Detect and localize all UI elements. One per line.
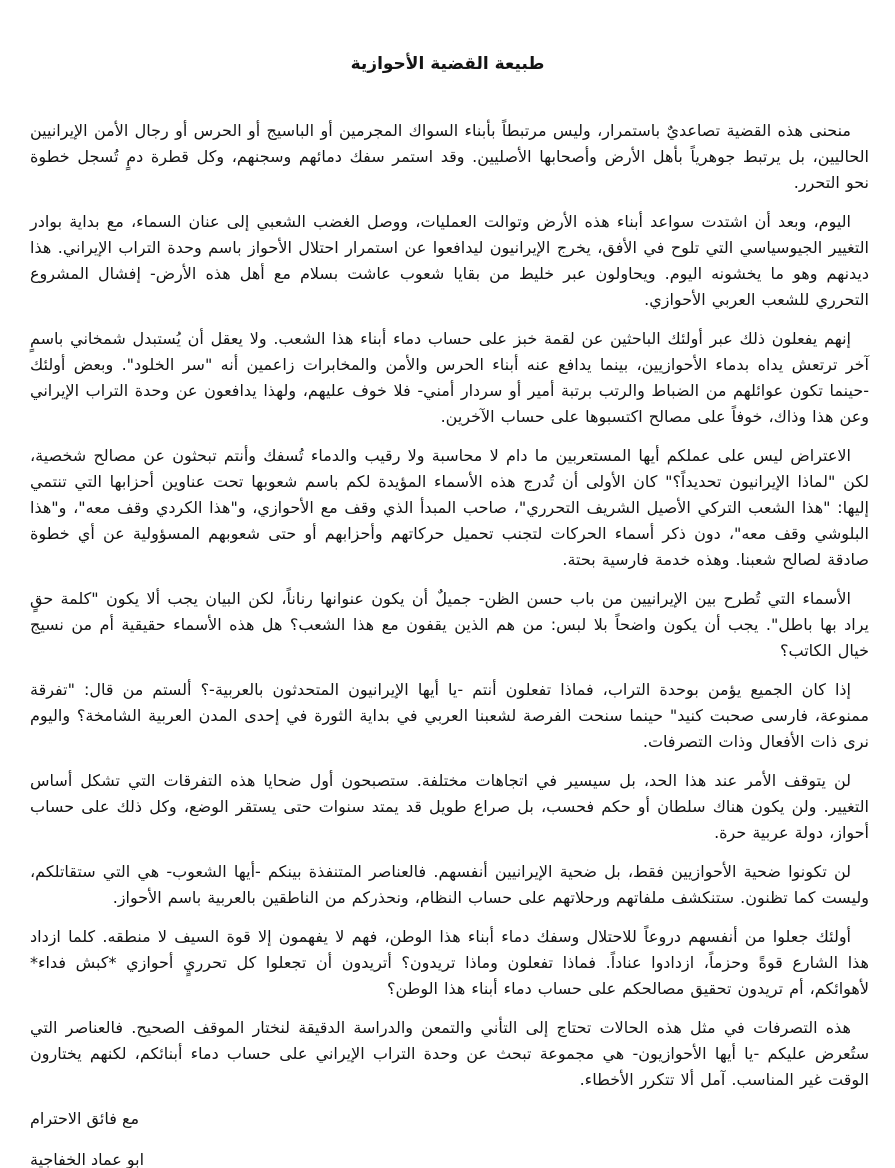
- paragraph-3: إنهم يفعلون ذلك عبر أولئك الباحثين عن لقمة خبز على حساب دماء أبناء هذا الشعب. ولا يعقل أن يُستبدل شمخاني باسمٍ آخر ترتعش يداه بدماء الأحوازيين، بينما يدافع عنه أبناء الحرس والأمن والمخابرات زاعمين أنه "سر الخلود". وبعض أولئك -حينما تكون عوائلهم من الضباط والرتب برتبة أمير أو سردار أمني- فلا خوف عليهم، ولهذا يدافعون عن وحدة التراب الإيراني وعن هذا وذاك، خوفاً على مصالح اكتسبوها على حساب الآخرين.: [30, 329, 869, 426]
- paragraph-2: اليوم، وبعد أن اشتدت سواعد أبناء هذه الأرض وتوالت العمليات، ووصل الغضب الشعبي إلى عنان السماء، مع بداية بوادر التغيير الجيوسياسي التي تلوح في الأفق، يخرج الإيرانيون ليدافعوا عن استمرار احتلال الأحواز باسم وحدة التراب الإيراني. هذا ديدنهم وهو ما يخشونه اليوم. ويحاولون عبر خليط من بقايا شعوب عاشت بسلام مع أهل هذه الأرض- إفشال المشروع التحرري للشعب العربي الأحوازي.: [30, 212, 869, 309]
- document-title: طبيعة القضية الأحوازية: [350, 54, 545, 74]
- paragraph-10: هذه التصرفات في مثل هذه الحالات تحتاج إلى التأني والتمعن والدراسة الدقيقة لنختار الموقف الصحيح. فالعناصر التي ستُعرض عليكم -يا أيها الأحوازيون- هي مجموعة تبحث عن وحدة التراب الإيراني على حساب دماء أبنائكم، لكنهم يختارون الوقت غير المناسب. آمل ألا تتكرر الأخطاء.: [30, 1018, 869, 1089]
- paragraph-9: أولئك جعلوا من أنفسهم دروعاً للاحتلال وسفك دماء أبناء هذا الوطن، فهم لا يفهمون إلا قوة السيف لا منطقه. كلما ازداد هذا الشارع قوةً وحزماً، ازدادوا عناداً. فماذا تفعلون وماذا تريدون؟ أتريدون أن تجعلوا كل تحرريٍ أحوازي *كبش فداء* لأهوائكم، أم تريدون تحقيق مصالحكم على حساب دماء أبناء هذا الوطن؟: [30, 927, 869, 998]
- paragraph-7: لن يتوقف الأمر عند هذا الحد، بل سيسير في اتجاهات مختلفة. ستصبحون أول ضحايا هذه التفرقات التي تشكل أساس التغيير. ولن يكون هناك سلطان أو حكم فحسب، بل صراع طويل قد يمتد سنوات حتى يستقر الوضع، وكل ذلك على حساب أحواز، دولة عربية حرة.: [30, 771, 869, 842]
- paragraph-5: الأسماء التي تُطرح بين الإيرانيين من باب حسن الظن- جميلٌ أن يكون عنوانها رناناً، لكن البيان يجب ألا يكون "كلمة حقٍ يراد بها باطل". يجب أن يكون واضحاً بلا لبس: من هم الذين يقفون مع هذا الشعب؟ هل هذه الأسماء حقيقية أم من نسيج خيال الكاتب؟: [30, 589, 869, 660]
- signature: ابو عماد الخفاجية: [30, 1150, 145, 1168]
- closing-salutation: مع فائق الاحترام: [30, 1109, 140, 1128]
- paragraph-6: إذا كان الجميع يؤمن بوحدة التراب، فماذا تفعلون أنتم -يا أيها الإيرانيون المتحدثون بالعربية-؟ ألستم من قال: "تفرقة ممنوعة، فارسى صحبت كنيد" حينما سنحت الفرصة لشعبنا العربي في بداية الثورة في إحدى المدن العربية الشامخة؟ واليوم نرى ذات الأفعال وذات التصرفات.: [30, 680, 869, 751]
- paragraph-1: منحنى هذه القضية تصاعديٌ باستمرار، وليس مرتبطاً بأبناء السواك المجرمين أو الباسيج أو الحرس أو رجال الأمن الإيرانيين الحاليين، بل يرتبط جوهرياً بأهل الأرض وأصحابها الأصليين. وقد استمر سفك دمائهم وسجنهم، وكل قطرة دمٍ تُسجل خطوة نحو التحرر.: [30, 121, 869, 192]
- paragraph-8: لن تكونوا ضحية الأحوازيين فقط، بل ضحية الإيرانيين أنفسهم. فالعناصر المتنفذة بينكم -أيها الشعوب- هي التي ستقاتلكم، وليست كما تظنون. ستنكشف ملفاتهم ورحلاتهم على حساب النظام، ونحذركم من الناطقين بالعربية باسم الأحواز.: [30, 862, 869, 907]
- paragraph-4: الاعتراض ليس على عملكم أيها المستعربين ما دام لا محاسبة ولا رقيب والدماء تُسفك وأنتم تبحثون عن مصالح شخصية، لكن "لماذا الإيرانيون تحديداً؟" كان الأولى أن تُدرج هذه الأسماء المؤيدة لكم باسم شعوبها تحت عناوين أحزابها التي تنتمي إليها: "هذا الشعب التركي الأصيل الشريف التحرري"، صاحب المبدأ الذي وقف مع الأحوازي، و"هذا الكردي وقف معه"، و"هذا البلوشي وقف معه"، دون ذكر أسماء الحركات لتجنب تحميل حركاتهم وأحزابهم أو حتى شعوبهم المسؤولية عن أي خطوة صادقة لصالح شعبنا. وهذه خدمة فارسية بحتة.: [30, 446, 869, 569]
- document-body: [0, 74, 895, 1093]
- document-closing: [0, 1106, 895, 1168]
